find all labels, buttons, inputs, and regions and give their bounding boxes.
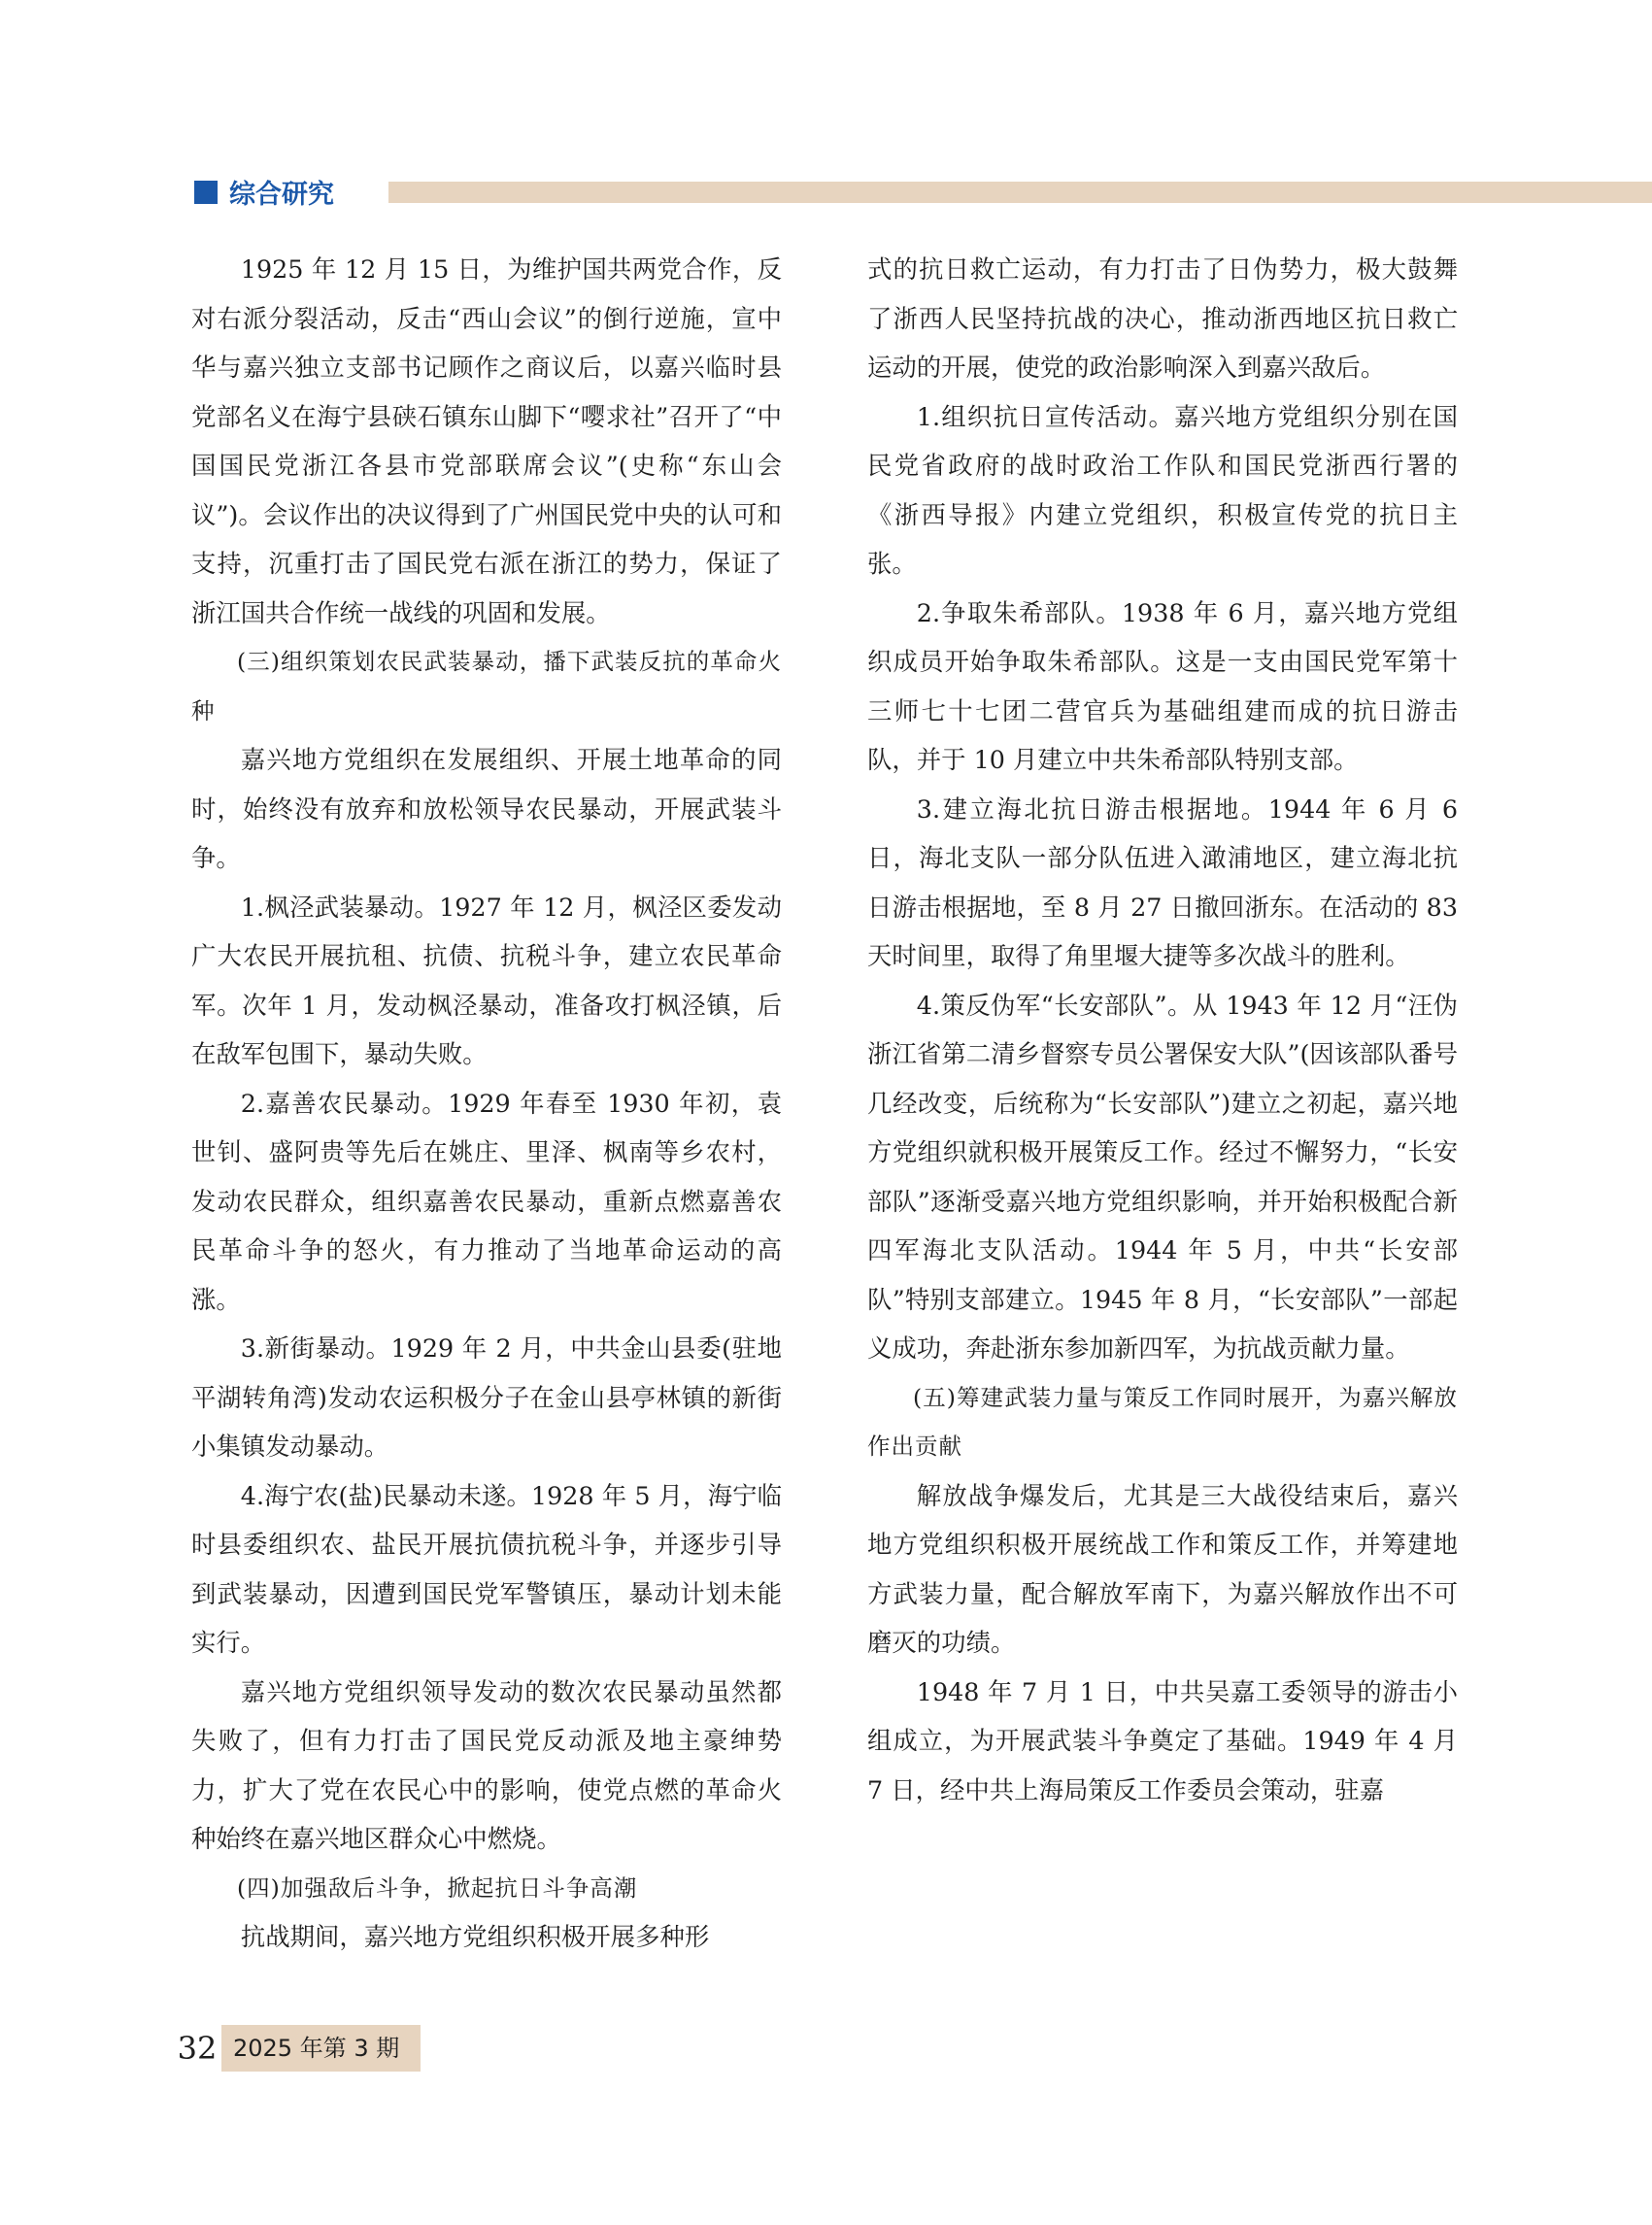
section-header bbox=[194, 175, 1652, 210]
paragraph: 3.建立海北抗日游击根据地。1944 年 6 月 6 日，海北支队一部分队伍进入澉浦地区，建立海北抗日游击根据地，至 8 月 27 日撤回浙东。在活动的 83 天时间里，取得了角里堰大捷等多次战斗的胜利。 bbox=[867, 793, 1458, 970]
paragraph: 4.策反伪军“长安部队”。从 1943 年 12 月“汪伪浙江省第二清乡督察专员公署保安大队”(因该部队番号几经改变，后统称为“长安部队”)建立之初起，嘉兴地方党组织就积极开展策反工作。经过不懈努力，“长安部队”逐渐受嘉兴地方党组织影响，并开始积极配合新四军海北支队活动。1944 年 5 月，中共“长安部队”特别支部建立。1945 年 8 月，“长安部队”一部起义成功，奔赴浙东参加新四军，为抗战贡献力量。 bbox=[867, 990, 1458, 1363]
paragraph: 抗战期间，嘉兴地方党组织积极开展多种形 bbox=[240, 1922, 710, 1951]
paragraph: 嘉兴地方党组织在发展组织、开展土地革命的同时，始终没有放弃和放松领导农民暴动，开展武装斗争。 bbox=[191, 745, 782, 872]
subheading: (四)加强敌后斗争，掀起抗日斗争高潮 bbox=[237, 1873, 638, 1902]
paragraph: 4.海宁农(盐)民暴动未遂。1928 年 5 月，海宁临时县委组织农、盐民开展抗债抗税斗争，并逐步引导到武装暴动，因遭到国民党军警镇压，暴动计划未能实行。 bbox=[191, 1480, 782, 1657]
paragraph: 3.新街暴动。1929 年 2 月，中共金山县委(驻地平湖转角湾)发动农运积极分子在金山县亭林镇的新街小集镇发动暴动。 bbox=[191, 1333, 782, 1461]
paragraph: 1.组织抗日宣传活动。嘉兴地方党组织分别在国民党省政府的战时政治工作队和国民党浙西行署的《浙西导报》内建立党组织，积极宣传党的抗日主张。 bbox=[867, 401, 1458, 578]
subheading: (三)组织策划农民武装暴动，播下武装反抗的革命火种 bbox=[191, 648, 782, 725]
section-marker-icon bbox=[194, 181, 218, 204]
paragraph: 嘉兴地方党组织领导发动的数次农民暴动虽然都失败了，但有力打击了国民党反动派及地主豪绅势力，扩大了党在农民心中的影响，使党点燃的革命火种始终在嘉兴地区群众心中燃烧。 bbox=[191, 1676, 782, 1853]
right-column bbox=[867, 245, 1458, 1814]
page-number: 32 bbox=[173, 2025, 221, 2072]
paragraph: 2.嘉善农民暴动。1929 年春至 1930 年初，袁世钊、盛阿贵等先后在姚庄、里泽、枫南等乡农村，发动农民群众，组织嘉善农民暴动，重新点燃嘉善农民革命斗争的怒火，有力推动了当地革命运动的高涨。 bbox=[191, 1088, 782, 1314]
paragraph: 2.争取朱希部队。1938 年 6 月，嘉兴地方党组织成员开始争取朱希部队。这是一支由国民党军第十三师七十七团二营官兵为基础组建而成的抗日游击队，并于 10 月建立中共朱希部队特别支部。 bbox=[867, 597, 1458, 774]
header-band bbox=[388, 182, 1652, 203]
paragraph: 1925 年 12 月 15 日，为维护国共两党合作，反对右派分裂活动，反击“西山会议”的倒行逆施，宣中华与嘉兴独立支部书记顾作之商议后，以嘉兴临时县党部名义在海宁县硖石镇东山脚下“嘤求社”召开了“中国国民党浙江各县市党部联席会议”(史称“东山会议”)。会议作出的决议得到了广州国民党中央的认可和支持，沉重打击了国民党右派在浙江的势力，保证了浙江国共合作统一战线的巩固和发展。 bbox=[191, 254, 782, 627]
subheading: (五)筹建武装力量与策反工作同时展开，为嘉兴解放作出贡献 bbox=[867, 1383, 1458, 1460]
paragraph: 解放战争爆发后，尤其是三大战役结束后，嘉兴地方党组织积极开展统战工作和策反工作，并筹建地方武装力量，配合解放军南下，为嘉兴解放作出不可磨灭的功绩。 bbox=[867, 1480, 1458, 1657]
section-title: 综合研究 bbox=[229, 180, 334, 210]
paragraph: 1.枫泾武装暴动。1927 年 12 月，枫泾区委发动广大农民开展抗租、抗债、抗税斗争，建立农民革命军。次年 1 月，发动枫泾暴动，准备攻打枫泾镇，后在敌军包围下，暴动失败。 bbox=[191, 892, 782, 1068]
left-column bbox=[191, 245, 782, 1962]
paragraph: 1948 年 7 月 1 日，中共吴嘉工委领导的游击小组成立，为开展武装斗争奠定了基础。1949 年 4 月 7 日，经中共上海局策反工作委员会策动，驻嘉 bbox=[867, 1676, 1458, 1804]
issue-label: 2025 年第 3 期 bbox=[221, 2025, 421, 2072]
paragraph: 式的抗日救亡运动，有力打击了日伪势力，极大鼓舞了浙西人民坚持抗战的决心，推动浙西地区抗日救亡运动的开展，使党的政治影响深入到嘉兴敌后。 bbox=[867, 254, 1458, 382]
page-footer bbox=[173, 2025, 425, 2072]
